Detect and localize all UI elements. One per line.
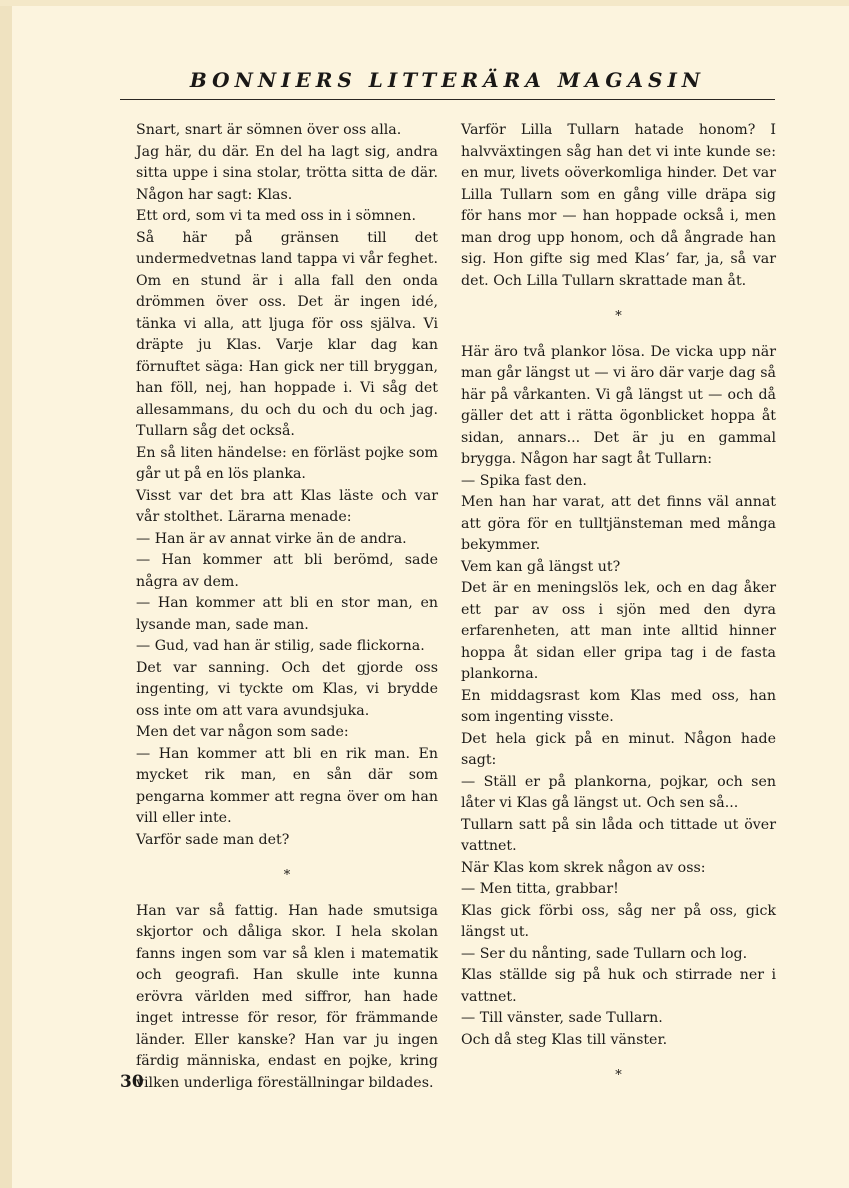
paragraph: Det hela gick på en minut. Någon hade sagt: bbox=[461, 730, 776, 768]
paragraph: Och då steg Klas till vänster. bbox=[461, 1031, 668, 1048]
paragraph: En så liten händelse: en förläst pojke som går ut på en lös planka. bbox=[136, 444, 438, 482]
paragraph: — Till vänster, sade Tullarn. bbox=[461, 1010, 663, 1026]
paragraph: Här äro två plankor lösa. De vicka upp när man går längst ut — vi äro där varje dag så här på vårkanten. Vi gå längst ut — och då gäller det att i rätta ögonblicket hoppa åt sidan, annars... Det är ju en gammal brygga. Någon har sagt åt Tullarn: bbox=[461, 343, 776, 467]
paragraph: — Han kommer att bli en rik man. En mycket rik man, en sån där som pengarna kommer att regna över om han vill eller inte. bbox=[136, 745, 438, 826]
left-text-column bbox=[136, 120, 438, 1094]
page-edge-shadow bbox=[0, 0, 12, 1188]
paragraph: Varför Lilla Tullarn hatade honom? I halvväxtingen såg han det vi inte kunde se: en mur, livets oöverkomliga hinder. Det var Lilla Tullarn som en gång ville dräpa sig för hans mor — han hoppade också i, men man drog upp honom, och då ångrade han sig. Hon gifte sig med Klas’ far, ja, så var det. Och Lilla Tullarn skrattade man åt. bbox=[461, 122, 776, 289]
paragraph: Det var sanning. Och det gjorde oss ingenting, vi tyckte om Klas, vi brydde oss inte om att vara avundsjuka. bbox=[136, 659, 438, 719]
running-header: BONNIERS LITTERÄRA MAGASIN bbox=[189, 68, 706, 92]
paragraph: Ett ord, som vi ta med oss in i sömnen. bbox=[136, 208, 416, 224]
paragraph: — Gud, vad han är stilig, sade flickorna. bbox=[136, 638, 425, 654]
paragraph: — Spika fast den. bbox=[461, 472, 587, 489]
paragraph: — Han är av annat virke än de andra. bbox=[136, 530, 407, 547]
paragraph: — Ser du nånting, sade Tullarn och log. bbox=[461, 945, 748, 962]
section-break-asterisk: * bbox=[283, 868, 291, 883]
paragraph: Visst var det bra att Klas läste och var vår stolthet. Lärarna menade: bbox=[136, 487, 438, 525]
page-top-edge bbox=[0, 0, 849, 6]
section-break-asterisk: * bbox=[615, 309, 622, 324]
paragraph: Klas ställde sig på huk och stirrade ner i vattnet. bbox=[461, 967, 776, 1005]
paragraph: Snart, snart är sömnen över oss alla. bbox=[136, 122, 402, 138]
paragraph: Men det var någon som sade: bbox=[136, 724, 349, 740]
paragraph: Men han har varat, att det finns väl annat att göra för en tulltjänsteman med många bekymmer. bbox=[461, 494, 776, 553]
paragraph: Det är en meningslös lek, och en dag åker ett par av oss i sjön med den dyra erfarenheten, att man inte alltid hinner hoppa åt sidan eller gripa tag i de fasta plankorna. bbox=[461, 580, 776, 682]
paragraph: — Han kommer att bli en stor man, en lysande man, sade man. bbox=[136, 595, 438, 633]
paragraph: Vem kan gå längst ut? bbox=[461, 558, 621, 575]
paragraph: — Han kommer att bli berömd, sade några av dem. bbox=[136, 552, 438, 590]
paragraph: — Men titta, grabbar! bbox=[461, 881, 619, 897]
paragraph: Så här på gränsen till det undermedvetnas land tappa vi vår feghet. Om en stund är i alla fall den onda drömmen över oss. Det är ingen idé, tänka vi alla, att ljuga för oss själva. Vi dräpte ju Klas. Varje klar dag kan förnuftet säga: Han gick ner till bryggan, han föll, nej, han hoppade i. Vi såg det allesammans, du och du och du och jag. Tullarn såg det också. bbox=[136, 229, 438, 439]
paragraph: Han var så fattig. Han hade smutsiga skjortor och dåliga skor. I hela skolan fanns ingen som var så klen i matematik och geografi. Han skulle inte kunna erövra världen med siffror, han hade inget intresse för resor, för främmande länder. Eller kanske? Han var ju ingen färdig människa, endast en pojke, kring vilken underliga föreställningar bildades. bbox=[136, 902, 438, 1091]
paragraph: Jag här, du där. En del ha lagt sig, andra sitta uppe i sina stolar, trötta sitta de där. Någon har sagt: Klas. bbox=[136, 143, 438, 203]
section-break-asterisk: * bbox=[615, 1068, 622, 1083]
paragraph: När Klas kom skrek någon av oss: bbox=[461, 859, 706, 876]
paragraph: Varför sade man det? bbox=[136, 831, 290, 848]
right-text-column bbox=[461, 120, 776, 1101]
page-number: 30 bbox=[120, 1072, 144, 1092]
paragraph: Klas gick förbi oss, såg ner på oss, gick längst ut. bbox=[461, 902, 776, 940]
paragraph: — Ställ er på plankorna, pojkar, och sen låter vi Klas gå längst ut. Och sen så... bbox=[461, 773, 776, 811]
paragraph: Tullarn satt på sin låda och tittade ut över vattnet. bbox=[461, 816, 776, 854]
header-rule bbox=[120, 99, 775, 100]
paragraph: En middagsrast kom Klas med oss, han som ingenting visste. bbox=[461, 687, 776, 725]
